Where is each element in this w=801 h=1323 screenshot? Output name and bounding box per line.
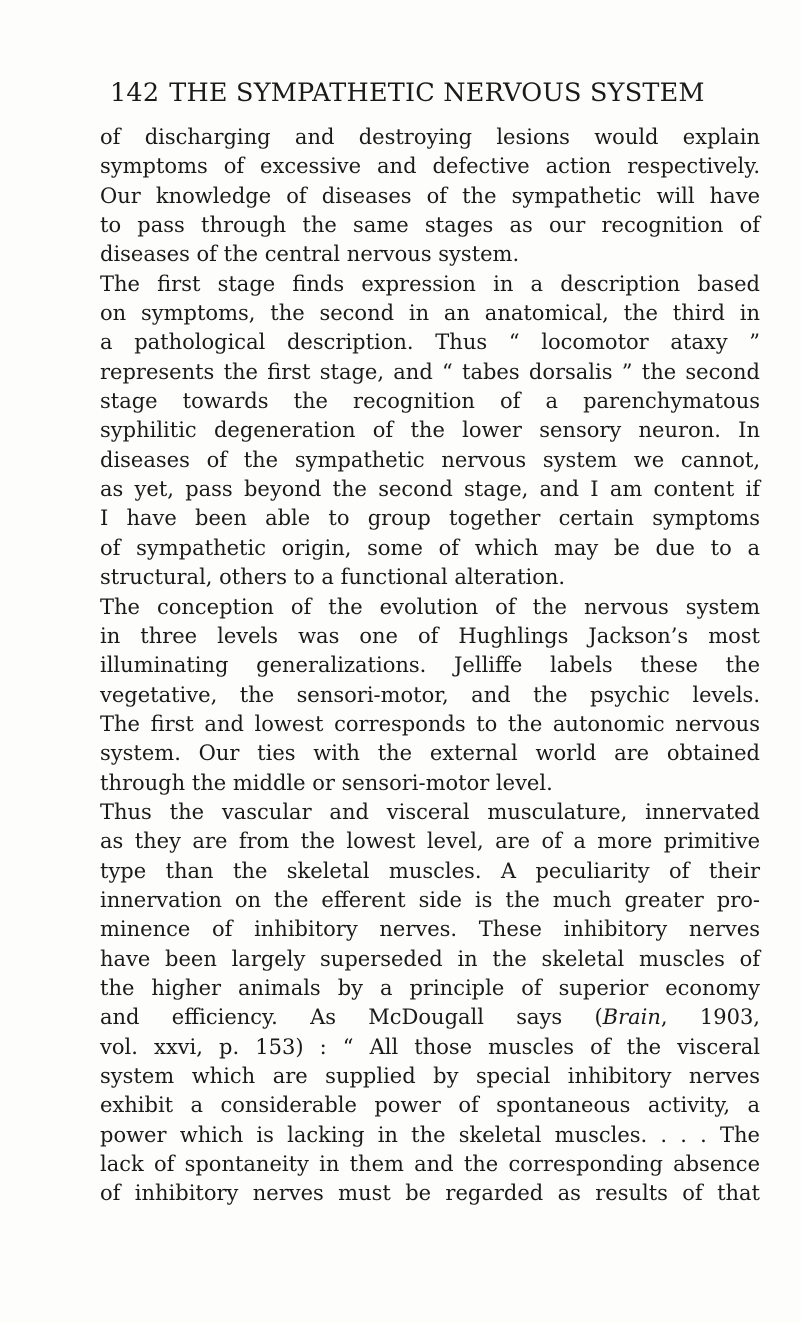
text-line: of discharging and destroying lesions would explain	[100, 125, 760, 149]
text-line: the higher animals by a principle of superior economy	[100, 975, 760, 1000]
text-line: of sympathetic origin, some of which may be due to a	[100, 535, 760, 560]
text-line: vegetative, the sensori-motor, and the psychic levels.	[100, 682, 760, 707]
body-text	[100, 123, 760, 1209]
text-line: to pass through the same stages as our recognition of	[100, 213, 760, 238]
text-line: type than the skeletal muscles. A peculiarity of their	[100, 858, 760, 883]
text-line: The conception of the evolution of the nervous system	[100, 594, 760, 619]
text-line: represents the first stage, and “ tabes dorsalis ” the second	[100, 359, 760, 384]
text-line: syphilitic degeneration of the lower sensory neuron. In	[100, 418, 760, 443]
text-line: have been largely superseded in the skeletal muscles of	[100, 946, 760, 971]
text-line: structural, others to a functional alteration.	[100, 565, 566, 590]
text-line: diseases of the central nervous system.	[100, 242, 520, 267]
text-line: Our knowledge of diseases of the sympathetic will have	[100, 183, 760, 208]
text-line: Thus the vascular and visceral musculature, innervated	[100, 799, 760, 824]
text-line: symptoms of excessive and defective action respectively.	[100, 154, 760, 179]
text-line: power which is lacking in the skeletal muscles. . . . The	[100, 1122, 760, 1147]
text-line: The first stage finds expression in a description based	[100, 271, 760, 296]
text-line: on symptoms, the second in an anatomical, the third in	[100, 301, 760, 326]
text-line: stage towards the recognition of a parenchymatous	[100, 389, 760, 414]
text-line: of inhibitory nerves must be regarded as results of that	[100, 1181, 760, 1206]
text-line: I have been able to group together certain symptoms	[100, 506, 760, 531]
text-line: a pathological description. Thus “ locomotor ataxy ”	[100, 330, 760, 355]
text-line: as yet, pass beyond the second stage, and I am content if	[100, 477, 760, 502]
text-line: lack of spontaneity in them and the corresponding absence	[100, 1152, 760, 1177]
text-line: system. Our ties with the external world are obtained	[100, 741, 760, 766]
text-line: system which are supplied by special inhibitory nerves	[100, 1064, 760, 1088]
text-line: diseases of the sympathetic nervous system we cannot,	[100, 447, 760, 472]
text-line: innervation on the efferent side is the much greater pro-	[100, 887, 760, 912]
text-line: The first and lowest corresponds to the autonomic nervous	[100, 711, 760, 736]
text-line: in three levels was one of Hughlings Jackson’s most	[100, 623, 760, 648]
text-line: illuminating generalizations. Jelliffe labels these the	[100, 653, 760, 678]
citation-year: , 1903,	[660, 1005, 760, 1030]
citation-journal: Brain	[602, 1005, 661, 1030]
text-line: through the middle or sensori-motor level.	[100, 770, 553, 795]
text-line: exhibit a considerable power of spontaneous activity, a	[100, 1093, 760, 1118]
running-header	[110, 78, 705, 108]
citation-lead: and efficiency. As McDougall says (	[100, 1005, 603, 1030]
text-line-citation	[100, 1003, 760, 1032]
text-line: minence of inhibitory nerves. These inhibitory nerves	[100, 917, 760, 942]
running-title: THE SYMPATHETIC NERVOUS SYSTEM	[169, 78, 705, 108]
page-number: 142	[110, 78, 160, 108]
text-line: as they are from the lowest level, are of a more primitive	[100, 829, 760, 854]
text-line: vol. xxvi, p. 153) : “ All those muscles of the visceral	[100, 1034, 760, 1059]
